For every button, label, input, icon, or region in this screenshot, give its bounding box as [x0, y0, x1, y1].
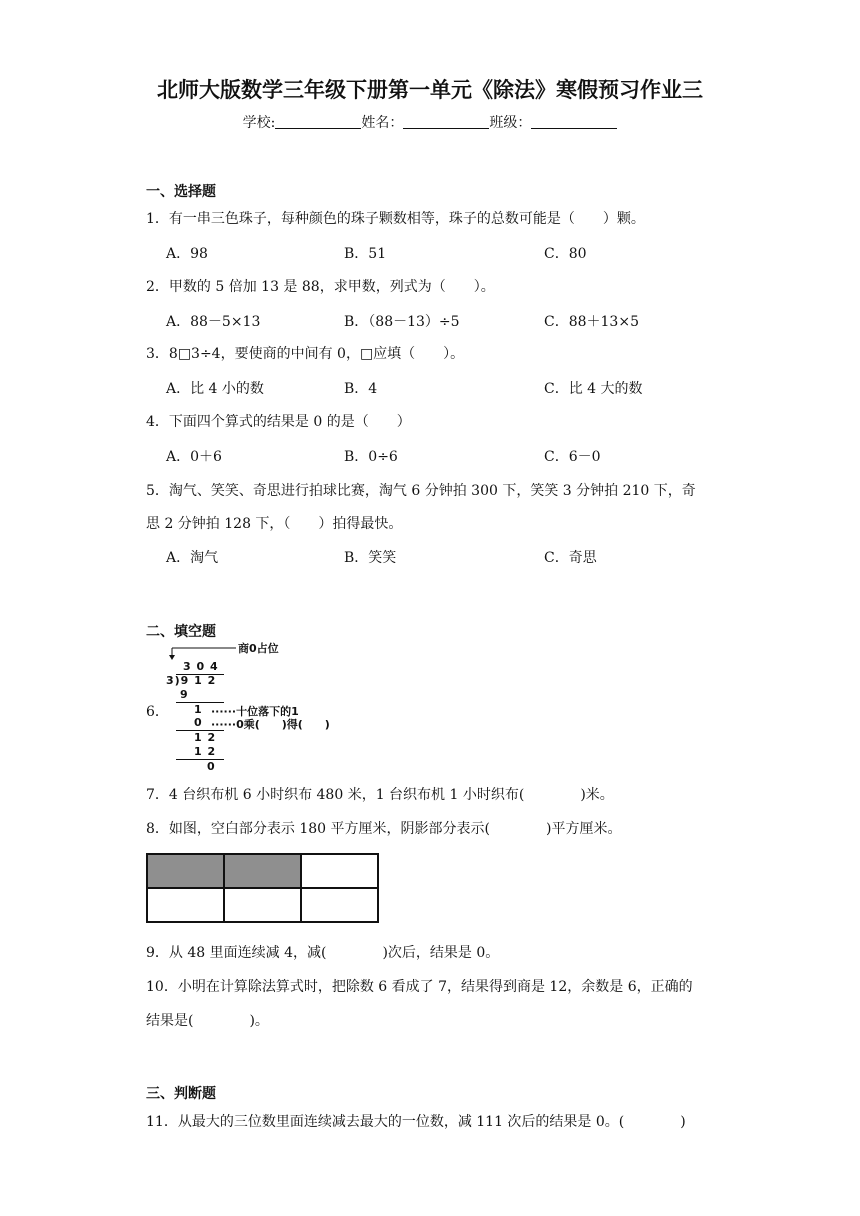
step-row-5: 1 2: [194, 745, 217, 758]
page-title: 北师大版数学三年级下册第一单元《除法》寒假预习作业三: [157, 78, 703, 102]
note-quotient-zero: 商0占位: [238, 642, 279, 655]
q5-option-b[interactable]: B．笑笑: [344, 550, 397, 566]
step-row-1: 9: [180, 688, 188, 701]
question-8: 8．如图，空白部分表示 180 平方厘米，阴影部分表示( )平方厘米。: [146, 821, 622, 837]
class-blank[interactable]: [531, 114, 617, 129]
shaded-cell: [147, 854, 224, 888]
q3-option-c[interactable]: C．比 4 大的数: [544, 381, 643, 397]
step-row-3: 0: [194, 716, 202, 729]
shaded-cell: [224, 854, 301, 888]
question-3: 3．8□3÷4，要使商的中间有 0，□应填（ ）。: [146, 346, 465, 362]
q1-option-a[interactable]: A．98: [166, 246, 208, 262]
school-blank[interactable]: [275, 114, 361, 129]
divisor-dividend-row: 3)9 1 2: [166, 674, 217, 687]
question-4: 4．下面四个算式的结果是 0 的是（ ）: [146, 414, 411, 430]
student-info-line: [0, 112, 860, 132]
q5-option-c[interactable]: C．奇思: [544, 550, 597, 566]
area-figure-grid: [146, 853, 379, 923]
question-5-line-2: 思 2 分钟拍 128 下，（ ）拍得最快。: [146, 516, 403, 532]
q3-option-a[interactable]: A．比 4 小的数: [166, 381, 264, 397]
section-heading-fill-in: 二、填空题: [146, 624, 216, 640]
q2-option-a[interactable]: A．88－5×13: [166, 314, 261, 330]
q4-option-a[interactable]: A．0＋6: [166, 449, 222, 465]
quotient-row: 3 0 4: [183, 660, 219, 673]
question-5-line-1: 5．淘气、笑笑、奇思进行拍球比赛，淘气 6 分钟拍 300 下，笑笑 3 分钟拍 210 下，奇: [146, 483, 696, 499]
question-2: 2．甲数的 5 倍加 13 是 88，求甲数，列式为（ ）。: [146, 279, 495, 295]
long-division-figure: [166, 640, 366, 780]
step-line-3: [176, 759, 224, 760]
school-label: 学校:: [242, 115, 276, 131]
question-1: 1．有一串三色珠子，每种颜色的珠子颗数相等，珠子的总数可能是（ ）颗。: [146, 211, 645, 227]
name-blank[interactable]: [403, 114, 489, 129]
name-label: 姓名：: [361, 115, 404, 131]
note-zero-times[interactable]: ······0乘( )得( ): [211, 718, 330, 731]
question-10-line-1: 10．小明在计算除法算式时，把除数 6 看成了 7，结果得到商是 12，余数是 6，正确的: [146, 979, 693, 995]
blank-cell: [301, 888, 378, 922]
note-tens-brought-down: ······十位落下的1: [211, 705, 299, 718]
blank-cell: [301, 854, 378, 888]
q4-option-b[interactable]: B．0÷6: [344, 449, 398, 465]
step-row-6: 0: [207, 760, 215, 773]
blank-cell: [224, 888, 301, 922]
q1-option-c[interactable]: C．80: [544, 246, 587, 262]
section-heading-choice: 一、选择题: [146, 184, 216, 200]
blank-cell: [147, 888, 224, 922]
step-row-4: 1 2: [194, 731, 217, 744]
step-row-2: 1: [194, 703, 202, 716]
q1-option-b[interactable]: B．51: [344, 246, 387, 262]
question-7: 7．4 台织布机 6 小时织布 480 米，1 台织布机 1 小时织布( )米。: [146, 787, 614, 803]
q2-option-c[interactable]: C．88＋13×5: [544, 314, 639, 330]
q2-option-b[interactable]: B．（88－13）÷5: [344, 314, 460, 330]
question-9: 9．从 48 里面连续减 4，减( )次后，结果是 0。: [146, 945, 500, 961]
question-6-number: 6．: [146, 704, 169, 720]
section-heading-true-false: 三、判断题: [146, 1086, 216, 1102]
class-label: 班级：: [489, 115, 532, 131]
q5-option-a[interactable]: A．淘气: [166, 550, 219, 566]
question-11: 11．从最大的三位数里面连续减去最大的一位数，减 111 次后的结果是 0。( ): [146, 1114, 686, 1130]
q4-option-c[interactable]: C．6－0: [544, 449, 601, 465]
question-10-line-2: 结果是( )。: [146, 1013, 269, 1029]
q3-option-b[interactable]: B．4: [344, 381, 378, 397]
